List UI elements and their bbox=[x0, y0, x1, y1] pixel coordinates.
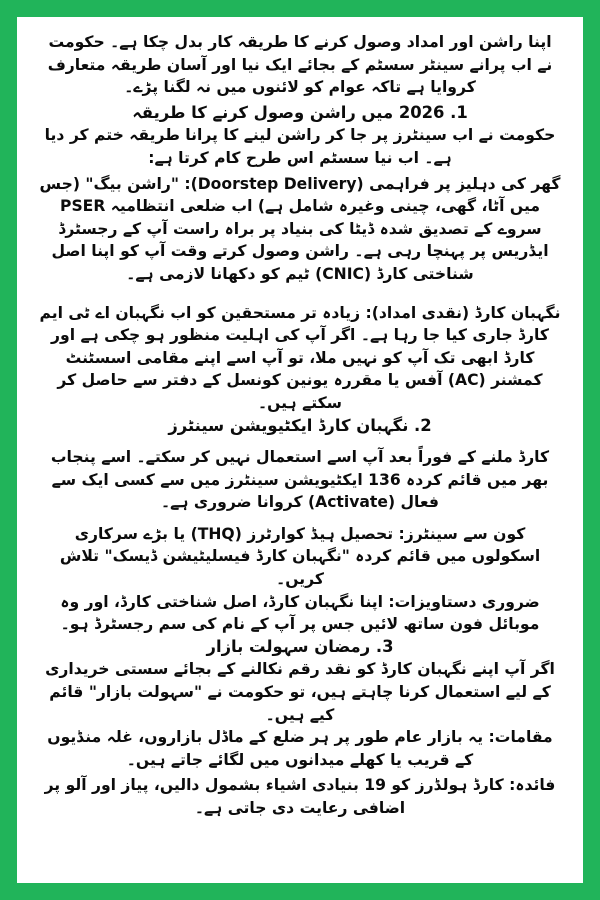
doorstep-delivery-paragraph: گھر کی دہلیز پر فراہمی (Doorstep Delivery): "راشن بیگ" (جس میں آٹا، گھی، چینی وغیرہ شامل ہے) اب ضلعی انتظامیہ PSER سروے کے تصدیق شدہ ڈیٹا کی بنیاد پر براہ راست آپ کے رجسٹرڈ ایڈریس پر پہنچا رہی ہے۔ راشن وصول کرتے وقت آپ کو اپنا اصل شناختی کارڈ (CNIC) ٹیم کو دکھانا لازمی ہے۔ bbox=[39, 174, 561, 283]
required-documents-paragraph: ضروری دستاویزات: اپنا نگہبان کارڈ، اصل شناختی کارڈ، اور وہ موبائل فون ساتھ لائیں جس پر آپ کے نام کی سم رجسٹرڈ ہو۔ bbox=[60, 592, 540, 634]
document-card bbox=[17, 17, 583, 883]
article-body bbox=[39, 31, 561, 820]
intro-paragraph: اپنا راشن اور امداد وصول کرنے کا طریقہ کار بدل چکا ہے۔ حکومت نے اب پرانے سینٹر سسٹم کے بجائے ایک نیا اور آسان طریقہ متعارف کروایا ہے تاکہ عوام کو لائنوں میں نہ لگنا پڑے۔ bbox=[47, 33, 553, 97]
section-2-title: 2. نگہبان کارڈ ایکٹیویشن سینٹرز bbox=[168, 415, 432, 435]
section-1-body: حکومت نے اب سینٹرز پر جا کر راشن لینے کا پرانا طریقہ ختم کر دیا ہے۔ اب نیا سسٹم اس طرح کام کرتا ہے: bbox=[44, 126, 556, 167]
which-centers-paragraph: کون سے سینٹرز: تحصیل ہیڈ کوارٹرز (THQ) یا بڑے سرکاری اسکولوں میں قائم کردہ "نگہبان کارڈ فیسلیٹیشن ڈیسک" تلاش کریں۔ bbox=[59, 524, 541, 589]
section-2-body: کارڈ ملنے کے فوراً بعد آپ اسے استعمال نہیں کر سکتے۔ اسے پنجاب بھر میں قائم کردہ 136 ایکٹیویشن سینٹرز میں سے کسی ایک سے فعال (Activate) کروانا ضروری ہے۔ bbox=[50, 448, 550, 512]
section-1-title: 1. 2026 میں راشن وصول کرنے کا طریقہ bbox=[132, 102, 468, 122]
nigehban-card-paragraph: نگہبان کارڈ (نقدی امداد): زیادہ تر مستحقین کو اب نگہبان اے ٹی ایم کارڈ جاری کیا جا رہا ہے۔ اگر آپ کی اہلیت منظور ہو چکی ہے اور کارڈ ابھی تک آپ کو نہیں ملا، تو آپ اسے اپنے مقامی اسسٹنٹ کمشنر (AC) آفس یا مقررہ یونین کونسل کے دفتر سے حاصل کر سکتے ہیں۔ bbox=[39, 303, 561, 412]
locations-paragraph: مقامات: یہ بازار عام طور پر ہر ضلع کے ماڈل بازاروں، غلہ منڈیوں کے قریب یا کھلے میدانوں میں لگائے جاتے ہیں۔ bbox=[47, 728, 553, 769]
benefit-paragraph: فائدہ: کارڈ ہولڈرز کو 19 بنیادی اشیاء بشمول دالیں، پیاز اور آلو پر اضافی رعایت دی جاتی ہے۔ bbox=[44, 776, 556, 817]
section-3-body: اگر آپ اپنے نگہبان کارڈ کو نقد رقم نکالنے کے بجائے سستی خریداری کے لیے استعمال کرنا چاہتے ہیں، تو حکومت نے "سہولت بازار" قائم کیے ہیں۔ bbox=[45, 660, 555, 724]
section-3-title: 3. رمضان سہولت بازار bbox=[206, 636, 394, 656]
